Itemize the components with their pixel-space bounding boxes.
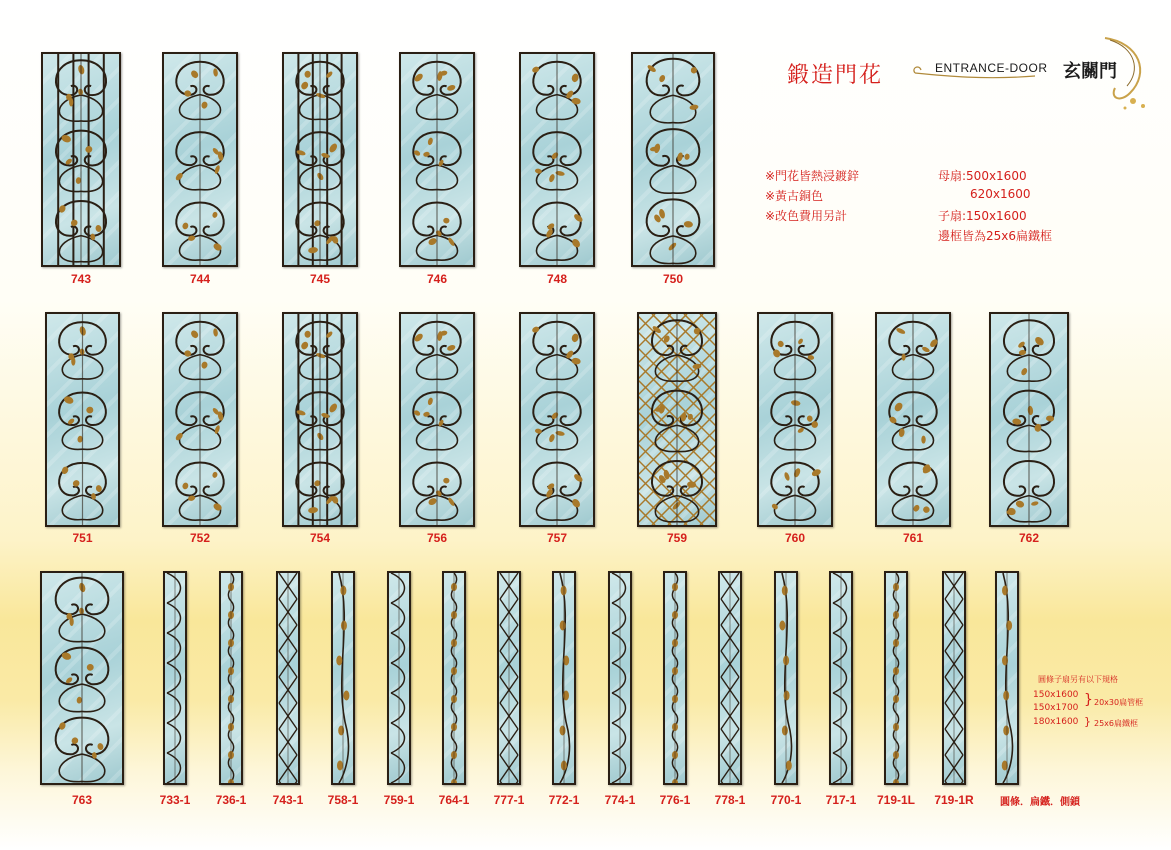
sub-note-size-3: 180x1600 (1033, 717, 1079, 727)
panel-code-label: 763 (71, 793, 93, 807)
ironwork-pattern (401, 54, 473, 265)
panel-code-label: 760 (784, 531, 806, 545)
ironwork-pattern (759, 314, 831, 525)
panel-code-label: 745 (309, 272, 331, 286)
panel-code-label: 757 (546, 531, 568, 545)
ironwork-pattern (444, 573, 464, 783)
ironwork-pattern (221, 573, 241, 783)
sub-note-heading: 圓條子扇另有以下規格 (1038, 675, 1118, 684)
panel-code-label: 717-1 (825, 793, 857, 807)
ironwork-pattern (165, 573, 185, 783)
panel-code-label: 748 (546, 272, 568, 286)
ironwork-pattern (521, 314, 593, 525)
spec-main-leaf: 母扇:500x1600 (938, 169, 1027, 183)
ironwork-pattern (521, 54, 593, 265)
panel-code-label: 770-1 (770, 793, 802, 807)
door-panel-762 (989, 312, 1069, 527)
panel-code-label: 776-1 (659, 793, 691, 807)
note-color: ※黃古銅色 (765, 189, 824, 203)
ironwork-pattern (278, 573, 298, 783)
door-panel-770-1 (774, 571, 798, 785)
door-panel-744 (162, 52, 238, 267)
panel-code-label: 759 (666, 531, 688, 545)
sub-note-frame-1: 20x30扁管框 (1094, 698, 1144, 707)
panel-code-label: 751 (72, 531, 93, 545)
door-panel-778-1 (718, 571, 742, 785)
door-panel-759-1 (387, 571, 411, 785)
door-panel-746 (399, 52, 475, 267)
section-title: 玄關門 (1063, 61, 1117, 82)
panel-code-label: 761 (902, 531, 924, 545)
ironwork-pattern (42, 573, 122, 783)
door-panel-760 (757, 312, 833, 527)
panel-code-label: 746 (426, 272, 448, 286)
panel-code-label: 719-1L (876, 793, 916, 807)
panel-code-label: 759-1 (383, 793, 415, 807)
door-panel-758-1 (331, 571, 355, 785)
ironwork-pattern (633, 54, 713, 265)
panel-code-label: 744 (189, 272, 211, 286)
ironwork-pattern (776, 573, 796, 783)
door-panel-777-1 (497, 571, 521, 785)
ironwork-pattern (639, 314, 715, 525)
ironwork-pattern (720, 573, 740, 783)
panel-code-label: 750 (662, 272, 684, 286)
ironwork-pattern (997, 573, 1017, 783)
ironwork-pattern (164, 314, 236, 525)
sub-note-size-1: 150x1600 (1033, 690, 1079, 700)
door-panel-761 (875, 312, 951, 527)
ironwork-pattern (944, 573, 964, 783)
sub-note-brace-1: } (1084, 692, 1093, 708)
door-panel-764-1 (442, 571, 466, 785)
page-title: 鍛造門花 (787, 63, 884, 88)
panel-code-label: 733-1 (159, 793, 191, 807)
door-panel-719-1r (942, 571, 966, 785)
panel-code-label: 758-1 (327, 793, 359, 807)
panel-code-label: 756 (426, 531, 448, 545)
spec-main-leaf-alt: 620x1600 (970, 187, 1031, 201)
ironwork-pattern (499, 573, 519, 783)
sub-note-frame-2: 25x6扁鐵框 (1094, 719, 1139, 728)
ironwork-pattern (284, 314, 356, 525)
ironwork-pattern (665, 573, 685, 783)
door-panel-776-1 (663, 571, 687, 785)
door-panel-745 (282, 52, 358, 267)
door-panel-752 (162, 312, 238, 527)
ironwork-pattern (47, 314, 118, 525)
door-panel-759 (637, 312, 717, 527)
sub-note-brace-2: } (1084, 715, 1091, 728)
door-panel-719-1l (884, 571, 908, 785)
door-panel-717-1 (829, 571, 853, 785)
panel-code-label: 752 (189, 531, 211, 545)
door-panel-772-1 (552, 571, 576, 785)
door-panel-743 (41, 52, 121, 267)
panel-code-label: 743 (70, 272, 92, 286)
ironwork-pattern (333, 573, 353, 783)
ironwork-pattern (610, 573, 630, 783)
panel-code-label: 743-1 (272, 793, 304, 807)
ironwork-pattern (401, 314, 473, 525)
door-panel-751 (45, 312, 120, 527)
door-panel-733-1 (163, 571, 187, 785)
door-panel-774-1 (608, 571, 632, 785)
door-panel-756 (399, 312, 475, 527)
note-galvanized: ※門花皆熱浸鍍鋅 (765, 169, 860, 183)
ironwork-pattern (877, 314, 949, 525)
panel-code-label: 736-1 (215, 793, 247, 807)
panel-code-label: 764-1 (438, 793, 470, 807)
note-recolor-fee: ※改色費用另計 (765, 209, 848, 223)
ironwork-pattern (389, 573, 409, 783)
ironwork-pattern (831, 573, 851, 783)
panel-code-label: 754 (309, 531, 331, 545)
door-panel-750 (631, 52, 715, 267)
door-panel-763 (40, 571, 124, 785)
subtitle-english: ENTRANCE-DOOR (935, 61, 1048, 75)
ironwork-pattern (164, 54, 236, 265)
panel-code-label: 774-1 (604, 793, 636, 807)
door-panel-743-1 (276, 571, 300, 785)
ironwork-pattern (886, 573, 906, 783)
door-panel-748 (519, 52, 595, 267)
panel-code-label: 777-1 (493, 793, 525, 807)
sub-note-size-2: 150x1700 (1033, 703, 1079, 713)
panel-code-label: 778-1 (714, 793, 746, 807)
ironwork-pattern (43, 54, 119, 265)
ironwork-pattern (991, 314, 1067, 525)
ironwork-pattern (554, 573, 574, 783)
panel-code-label: 772-1 (548, 793, 580, 807)
door-panel-754 (282, 312, 358, 527)
panel-code-label: 719-1R (934, 793, 974, 807)
door-panel-736-1 (219, 571, 243, 785)
panel-code-label: 762 (1018, 531, 1040, 545)
panel-code-label: 圓條．扁鐵．側鎖 (1000, 797, 1080, 808)
spec-side-leaf: 子扇:150x1600 (938, 209, 1027, 223)
door-panel-757 (519, 312, 595, 527)
door-panel-- (995, 571, 1019, 785)
ironwork-pattern (284, 54, 356, 265)
spec-frame: 邊框皆為25x6扁鐵框 (938, 229, 1053, 243)
